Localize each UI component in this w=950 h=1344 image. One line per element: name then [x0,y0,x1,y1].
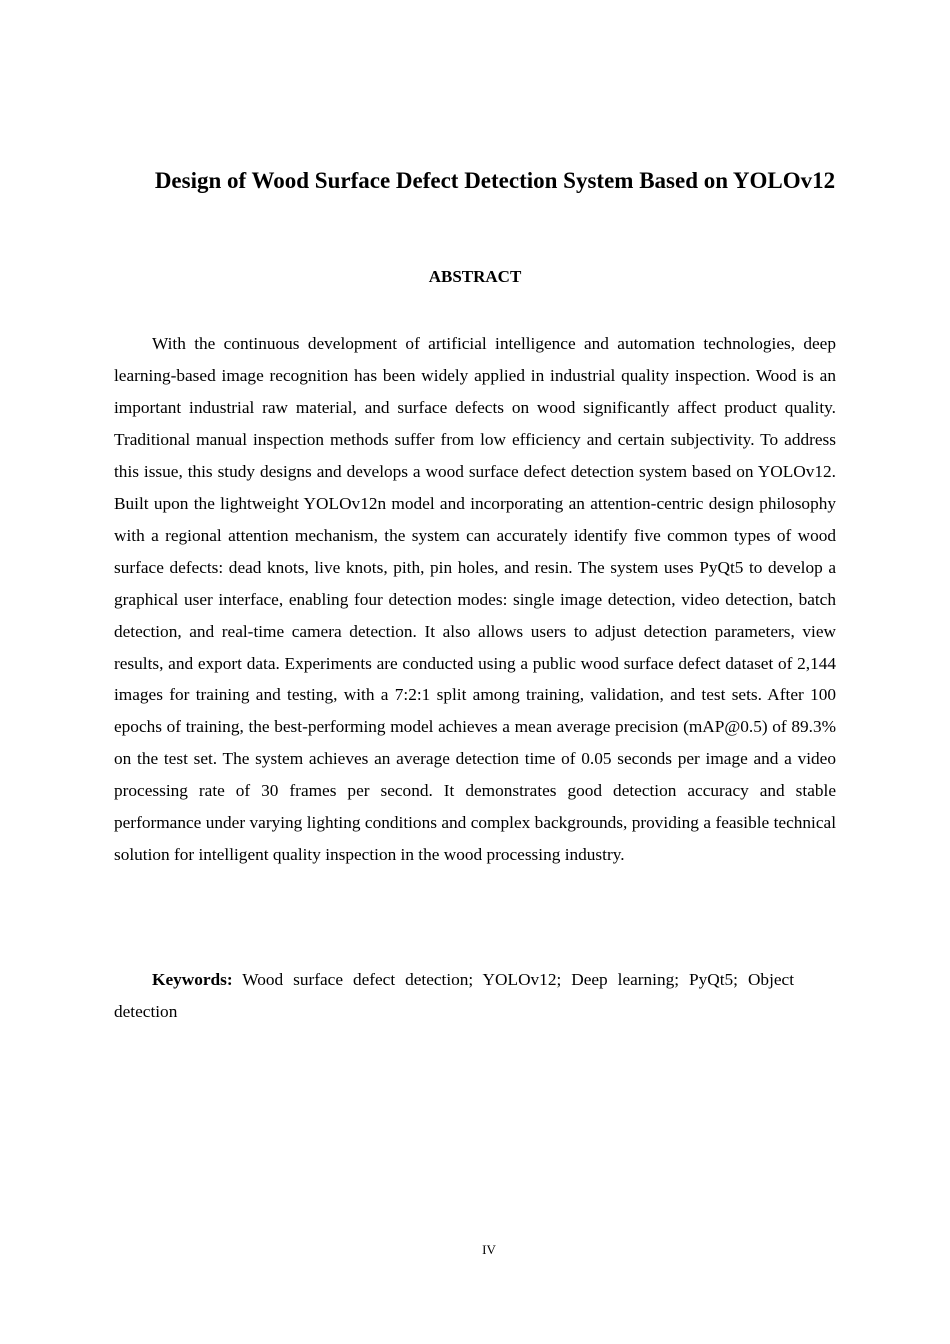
abstract-heading: ABSTRACT [428,267,522,286]
paper-title: Design of Wood Surface Defect Detection System Based on YOLOv12 [154,168,836,193]
keywords-label: Keywords: [152,970,233,989]
abstract-paragraph: With the continuous development of artificial intelligence and automation technologies, deep learning-based image recognition has been widely applied in industrial quality inspection. Wood is an important industrial raw material, and surface defects on wood significantly affect product quality. Traditional manual inspection methods suffer from low efficiency and certain subjectivity. To address this issue, this study designs and develops a wood surface defect detection system based on YOLOv12. Built upon the lightweight YOLOv12n model and incorporating an attention-centric design philosophy with a regional attention mechanism, the system can accurately identify five common types of wood surface defects: dead knots, live knots, pith, pin holes, and resin. The system uses PyQt5 to develop a graphical user interface, enabling four detection modes: single image detection, video detection, batch detection, and real-time camera detection. It also allows users to adjust detection parameters, view results, and export data. Experiments are conducted using a public wood surface defect dataset of 2,144 images for training and testing, with a 7:2:1 split among training, validation, and test sets. After 100 epochs of training, the best-performing model achieves a mean average precision (mAP@0.5) of 89.3% on the test set. The system achieves an average detection time of 0.05 seconds per image and a video processing rate of 30 frames per second. It demonstrates good detection accuracy and stable performance under varying lighting conditions and complex backgrounds, providing a feasible technical solution for intelligent quality inspection in the wood processing industry. [114,334,836,865]
keywords-paragraph [114,964,794,1028]
keywords-list: Wood surface defect detection; YOLOv12; Deep learning; PyQt5; Object detection [114,970,795,1021]
page-number: IV [482,1242,496,1257]
